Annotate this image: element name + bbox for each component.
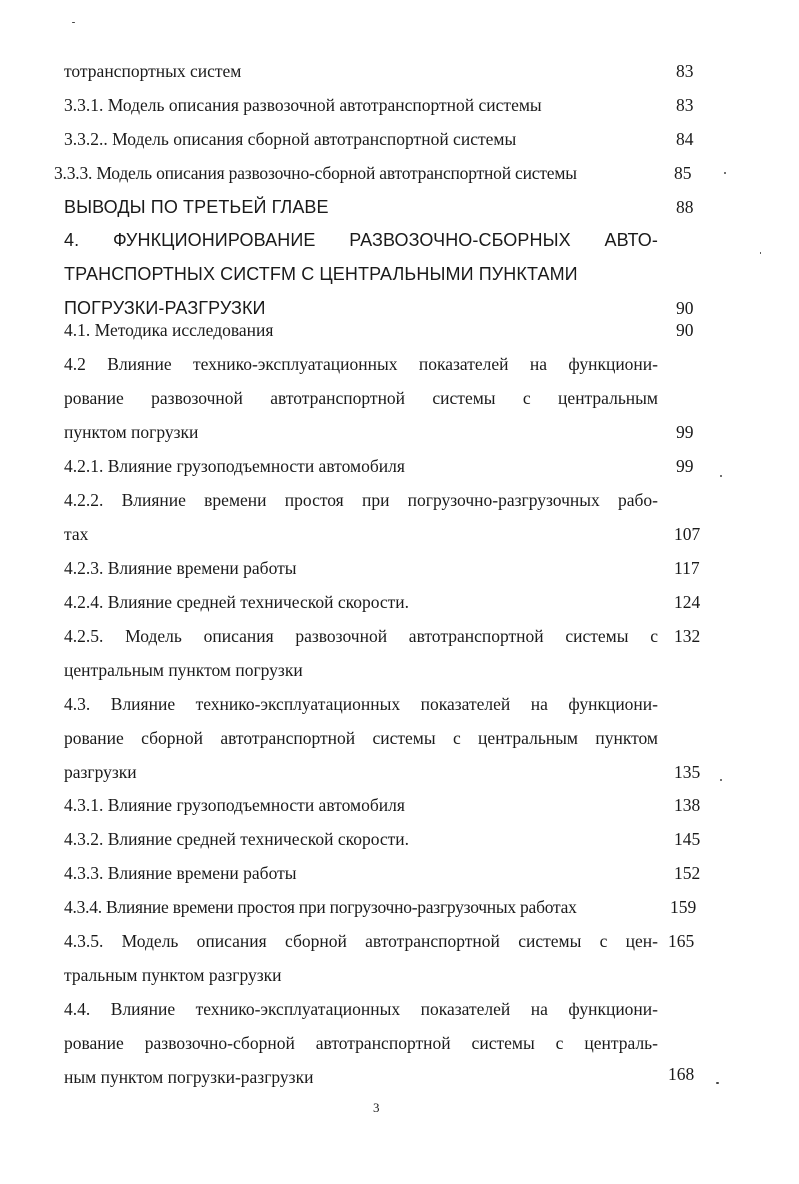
- toc-entry-title: 4.2.1. Влияние грузоподъемности автомобиля: [64, 456, 405, 476]
- toc-entry-title: 4.3.1. Влияние грузоподъемности автомобиля: [64, 795, 405, 815]
- toc-entry-title-line: центральным пунктом погрузки: [64, 660, 303, 680]
- page-number: 3: [373, 1100, 380, 1115]
- toc-entry-title-line: 4.3. Влияние технико-эксплуатационных показателей на функциони-: [64, 694, 658, 714]
- toc-entry-title: 4.2.4. Влияние средней технической скорости.: [64, 592, 410, 612]
- scan-speck: [720, 779, 722, 781]
- toc-entry-title-line: рование сборной автотранспортной системы с центральным пунктом: [64, 728, 658, 748]
- toc-entry-page: 99: [676, 456, 694, 476]
- toc-entry-page: 83: [676, 95, 694, 115]
- toc-entry-title: 3.3.3. Модель описания развозочно-сборной автотранспортной системы: [54, 163, 577, 183]
- toc-entry-page: 90: [676, 320, 694, 340]
- toc-entry-page: 165: [668, 931, 695, 951]
- toc-entry-page: 124: [674, 592, 701, 612]
- toc-entry-title: 4.3.4. Влияние времени простоя при погрузочно-разгрузочных работах: [64, 897, 577, 917]
- toc-section-heading: ВЫВОДЫ ПО ТРЕТЬЕЙ ГЛАВЕ: [64, 197, 329, 217]
- toc-entry-page: 138: [674, 795, 701, 815]
- toc-entry-title: 3.3.1. Модель описания развозочной автотранспортной системы: [64, 95, 542, 115]
- toc-entry-page: 83: [676, 61, 694, 81]
- toc-entry-page: 107: [674, 524, 701, 544]
- toc-entry-title: 4.2.3. Влияние времени работы: [64, 558, 297, 578]
- toc-entry-title-line: пунктом погрузки: [64, 422, 199, 442]
- toc-entry-page: 135: [674, 762, 701, 782]
- toc-entry-page: 145: [674, 829, 701, 849]
- toc-entry-title-line: рование развозочной автотранспортной системы с центральным: [64, 388, 658, 408]
- scan-speck: [716, 1082, 719, 1084]
- toc-entry-page: 99: [676, 422, 694, 442]
- toc-entry-title-line: разгрузки: [64, 762, 137, 782]
- toc-entry-title-line: 4.2 Влияние технико-эксплуатационных показателей на функциони-: [64, 354, 658, 374]
- toc-entry-page: 132: [674, 626, 701, 646]
- toc-entry-title: 4.3.2. Влияние средней технической скорости.: [64, 829, 410, 849]
- toc-entry-title: 3.3.2.. Модель описания сборной автотранспортной системы: [64, 129, 517, 149]
- toc-entry-title-line: 4.2.5. Модель описания развозочной автотранспортной системы с: [64, 626, 658, 646]
- scan-speck: [72, 22, 75, 23]
- toc-entry-title: 4.3.3. Влияние времени работы: [64, 863, 297, 883]
- toc-chapter-heading-line: ПОГРУЗКИ-РАЗГРУЗКИ: [64, 298, 266, 318]
- toc-entry-title-line: тах: [64, 524, 89, 544]
- scan-speck: [724, 172, 726, 174]
- toc-entry-page: 85: [674, 163, 692, 183]
- toc-entry-page: 159: [670, 897, 697, 917]
- toc-entry-title-line: ным пунктом погрузки-разгрузки: [64, 1067, 314, 1087]
- toc-entry-title-line: 4.4. Влияние технико-эксплуатационных показателей на функциони-: [64, 999, 658, 1019]
- scan-speck: [760, 252, 761, 254]
- toc-chapter-heading-line: ТРАНСПОРТНЫХ СИСТFМ С ЦЕНТРАЛЬНЫМИ ПУНКТАМИ: [64, 264, 578, 284]
- scan-speck: [720, 475, 722, 477]
- toc-entry-page: 88: [676, 197, 694, 217]
- toc-entry-title-line: рование развозочно-сборной автотранспортной системы с централь-: [64, 1033, 658, 1053]
- toc-entry-page: 168: [668, 1064, 695, 1084]
- toc-entry-title-line: 4.3.5. Модель описания сборной автотранспортной системы с цен-: [64, 931, 658, 951]
- toc-entry-page: 84: [676, 129, 694, 149]
- toc-entry-title-line: 4.2.2. Влияние времени простоя при погрузочно-разгрузочных рабо-: [64, 490, 658, 510]
- toc-entry-page: 90: [676, 298, 694, 318]
- toc-entry-title-line: тральным пунктом разгрузки: [64, 965, 282, 985]
- toc-entry-title: 4.1. Методика исследования: [64, 320, 274, 340]
- toc-entry-title: тотранспортных систем: [64, 61, 242, 81]
- toc-entry-page: 152: [674, 863, 701, 883]
- toc-entry-page: 117: [674, 558, 700, 578]
- toc-chapter-heading-line: 4. ФУНКЦИОНИРОВАНИЕ РАЗВОЗОЧНО-СБОРНЫХ АВТО-: [64, 230, 658, 250]
